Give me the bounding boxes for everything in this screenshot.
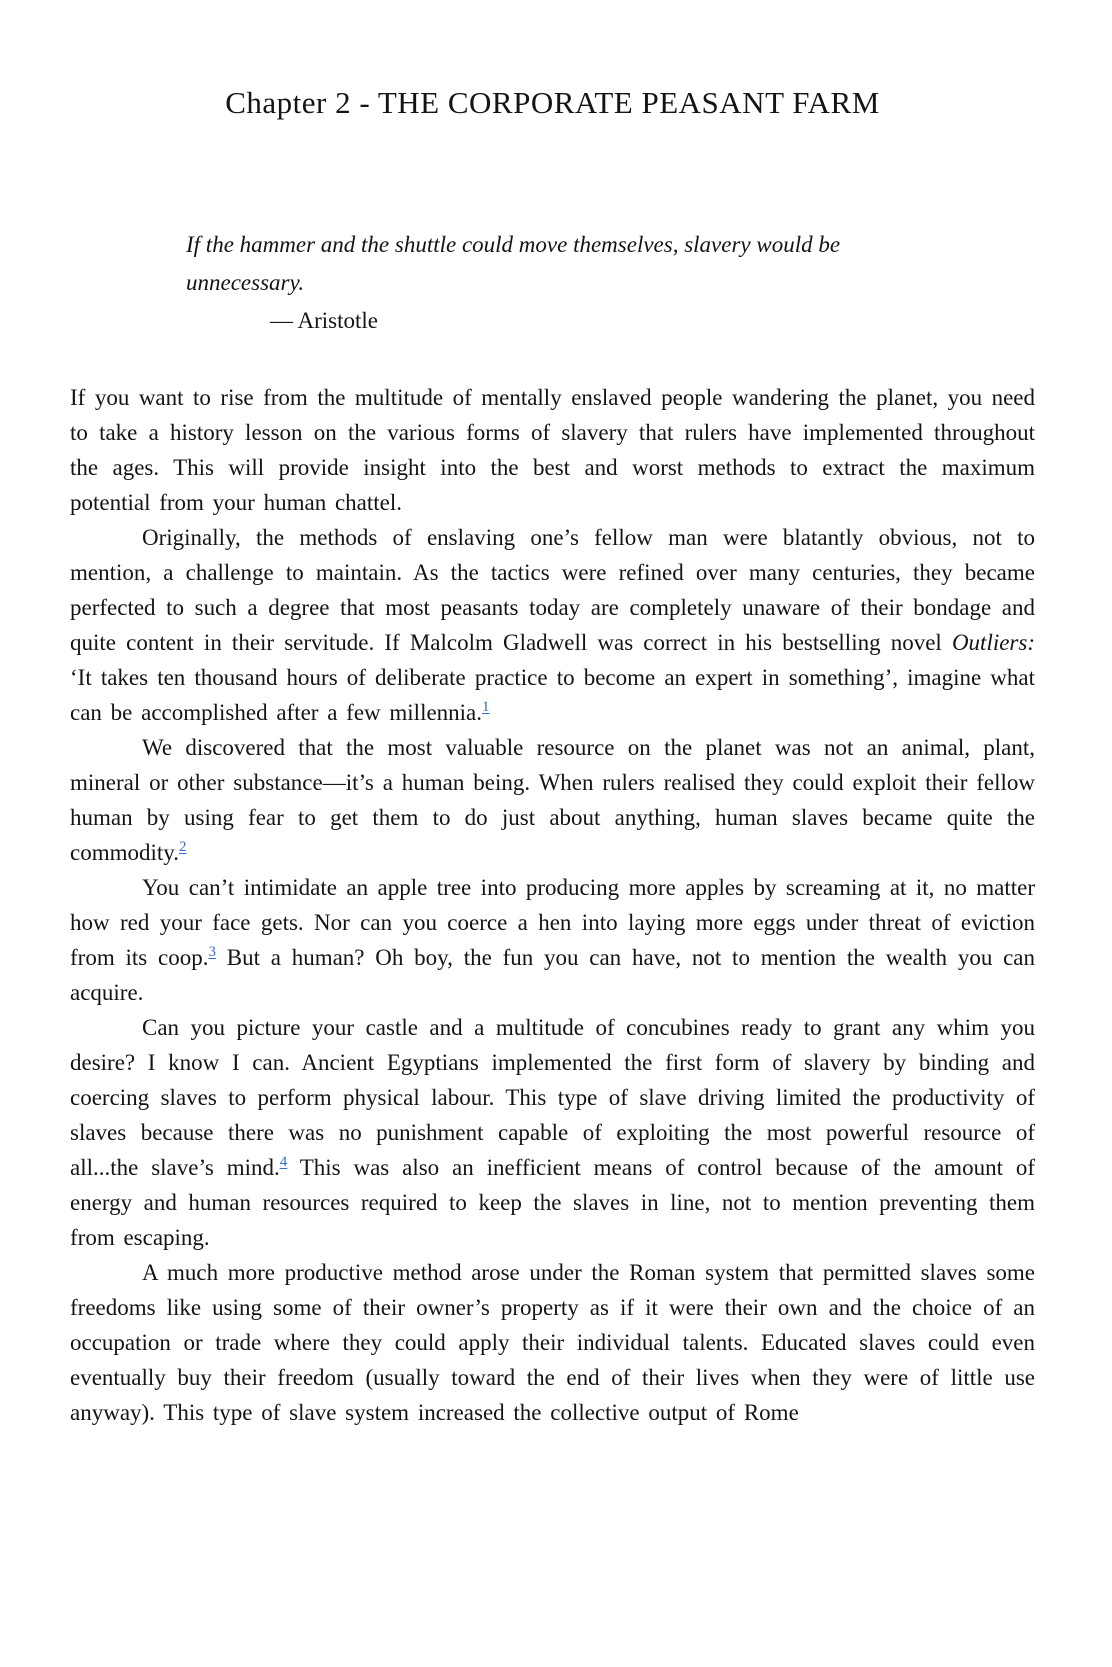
text-run: If you want to rise from the multitude of mentally enslaved people wandering the planet, you need to take a history lesson on the various forms of slavery that rulers have implemented throughout the ages. This will provide insight into the best and worst methods to extract the maximum potential from your human chattel. [70,385,1035,515]
paragraph [70,1255,1035,1430]
epigraph [186,226,886,340]
body-text [70,380,1035,1430]
text-run: A much more productive method arose under the Roman system that permitted slaves some freedoms like using some of their owner’s property as if it were their own and the choice of an occupation or trade where they could apply their individual talents. Educated slaves could even eventually buy their freedom (usually toward the end of their lives when they were of little use anyway). This type of slave system increased the collective output of Rome [70,1260,1035,1425]
chapter-title: Chapter 2 - THE CORPORATE PEASANT FARM [225,85,880,120]
italic-text-run: Outliers: [951,630,1035,655]
paragraph [70,870,1035,1010]
footnote-link-4[interactable]: 4 [279,1154,288,1170]
paragraph [70,1010,1035,1255]
text-run: Can you picture your castle and a multitude of concubines ready to grant any whim you desire? I know I can. Ancient Egyptians implemented the first form of slavery by binding and coercing slaves to perform physical labour. This type of slave driving limited the productivity of slaves because there was no punishment capable of exploiting the most powerful resource of all...the slave’s mind. [70,1015,1035,1180]
footnote-link-2[interactable]: 2 [179,839,187,855]
text-run: But a human? Oh boy, the fun you can have, not to mention the wealth you can acquire. [70,945,1036,1005]
footnote-link-3[interactable]: 3 [208,944,216,960]
text-run: You can’t intimidate an apple tree into producing more apples by screaming at it, no matter how red your face gets. Nor can you coerce a hen into laying more eggs under threat of eviction from its coop. [70,875,1035,970]
epigraph-attribution: — Aristotle [270,308,378,333]
epigraph-quote: If the hammer and the shuttle could move themselves, slavery would be unnecessary. [186,232,841,295]
footnote-link-1[interactable]: 1 [482,699,490,715]
text-run: Originally, the methods of enslaving one’s fellow man were blatantly obvious, not to mention, a challenge to maintain. As the tactics were refined over many centuries, they became perfected to such a degree that most peasants today are completely unaware of their bondage and quite content in their servitude. If Malcolm Gladwell was correct in his bestselling novel [70,525,1035,655]
paragraph [70,380,1035,520]
text-run: This was also an inefficient means of control because of the amount of energy and human resources required to keep the slaves in line, not to mention preventing them from escaping. [70,1155,1035,1250]
paragraph [70,730,1035,870]
text-run: We discovered that the most valuable resource on the planet was not an animal, plant, mineral or other substance—it’s a human being. When rulers realised they could exploit their fellow human by using fear to get them to do just about anything, human slaves became quite the commodity. [70,735,1035,865]
text-run: ‘It takes ten thousand hours of deliberate practice to become an expert in something’, imagine what can be accomplished after a few millennia. [70,665,1035,725]
paragraph [70,520,1035,730]
